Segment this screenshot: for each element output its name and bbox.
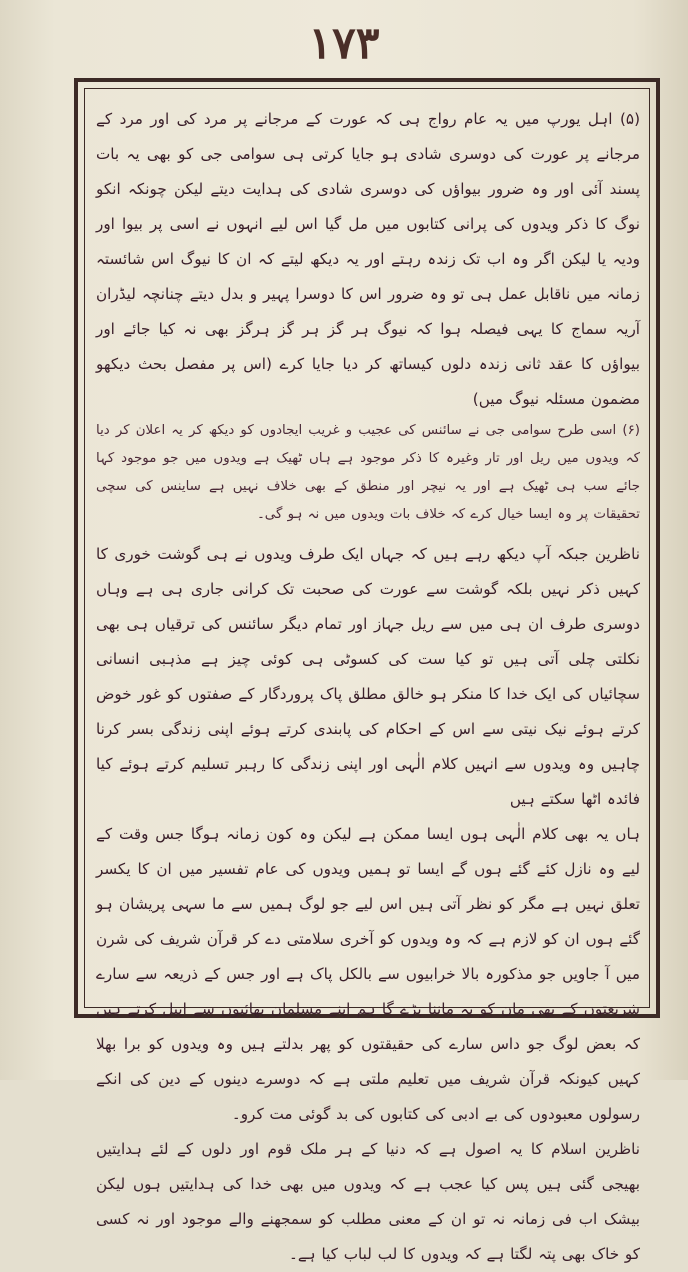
page-number: ۱۷۳: [308, 18, 380, 69]
paragraph-rule-5: (۵) اہل یورپ میں یہ عام رواج ہی کہ عورت کے مرجانے پر مرد کی اور مرد کے مرجانے پر عورت کی دوسری شادی ہو جایا کرتی ہی سوامی جی کو بھی یہ بات پسند آئی اور وہ ضرور بیواؤں کی دوسری شادی کی ہدایت دیتے لیکن چونکہ انکو نوگ کا ذکر ویدوں کی پرانی کتابوں میں مل گیا اس لیے انہوں نے اسی پر بیوا اور ودیہ یا لیکن اگر وہ اب تک زندہ رہتے اور یہ دیکھ لیتے کہ ان کا نیوگ اس شائستہ زمانہ میں ناقابل عمل ہی تو وہ ضرور اس کا دوسرا پہیر و بدل دیتے چنانچہ لیڈران آریہ سماج کا یہی فیصلہ ہوا کہ نیوگ ہر گز ہر گز ہرگز بھی نہ کیا جائے اور بیواؤں کا عقد ثانی زندہ دلوں کیساتھ کر دیا جایا کرے (اس پر مفصل بحث دیکھو مضمون مسئلہ نیوگ میں): [96, 110, 640, 408]
body-text: [96, 102, 640, 1263]
paragraph-readers-note: ناظرین جبکہ آپ دیکھ رہے ہیں کہ جہاں ایک طرف ویدوں نے ہی گوشت خوری کا کہیں ذکر نہیں بلکہ گوشت سے عورت کی صحبت تک کرانی جاری ہی ہے وہاں دوسری طرف ان ہی میں سے ریل جہاز اور تمام دیگر سائنس کی ترقیاں ہی بھی نکلتی چلی آتی ہیں تو کیا ست کی کسوٹی ہی کوئی چیز ہے مذہبی انسانی سچائیاں کی ایک خدا کا منکر ہو خالق مطلق پاک پروردگار کے صفتوں کو غور خوض کرتے ہوئے نیک نیتی سے اس کے احکام کی پابندی کرتے ہوئے اپنی زندگی بسر کرنا چاہیں وہ ویدوں سے انہیں کلام الٰہی اور اپنی زندگی کا رہبر تسلیم کرتے ہوئے کیا فائدہ اٹھا سکتے ہیں: [96, 545, 640, 808]
paragraph-conclusion: ناظرین اسلام کا یہ اصول ہے کہ دنیا کے ہر ملک قوم اور دلوں کے لئے ہدایتیں بھیجی گئی ہیں پس کیا عجب ہے کہ ویدوں میں بھی خدا کی ہدایتیں ہوں لیکن بیشک اب فی زمانہ نہ تو ان کے معنی مطلب کو سمجھنے والے موجود اور نہ کسی کو خاک بھی پتہ لگتا ہے کہ ویدوں کا لب لباب کیا ہے۔: [96, 1140, 640, 1263]
paragraph-gap: [96, 529, 640, 537]
paragraph-rule-6: (۶) اسی طرح سوامی جی نے سائنس کی عجیب و غریب ایجادوں کو دیکھ کر یہ اعلان کر دیا کہ ویدوں میں ریل اور تار وغیرہ کا ذکر موجود ہے ہاں ٹھیک ہے ویدوں میں جو موجود کہا جائے سب ہی ٹھیک ہے اور یہ نیچر اور منطق کے بھی خلاف نہیں ہے ساینس کی سچی تحقیقات پر وہ ایسا خیال کرے کہ خلاف بات ویدوں میں نہ ہو گی۔: [96, 423, 640, 522]
paragraph-appeal: ہاں یہ بھی کلام الٰہی ہوں ایسا ممکن ہے لیکن وہ کون زمانہ ہوگا جس وقت کے لیے وہ نازل کئے گئے ہوں گے ایسا تو ہمیں ویدوں کی عام تفسیر میں ان کا یکسر تعلق نہیں ہے مگر کو نظر آتی ہیں اس لیے جو لوگ ہمیں سے ما سہی پریشان ہو گئے ہوں ان کو لازم ہے کہ وہ ویدوں کو آخری سلامتی دے کر قرآن شریف کی شرن میں آ جاویں جو مذکورہ بالا خرابیوں سے بالکل پاک ہے اور جس کے ذریعہ سے سارے شریعتوں کے بھی مان کو یہ ماننا پڑے گا ہم اپنے مسلمان بھائیوں سے اپیل کرتے ہیں کہ بعض لوگ جو داس سارے کی حقیقتوں کو پھر بدلتے ہیں وہ ویدوں کو برا بھلا کہیں کیونکہ قرآن شریف میں تعلیم ملتی ہے کہ دوسرے دینوں کے دین کی انکے رسولوں معبودوں کی بے ادبی کی کتابوں کی بد گوئی مت کرو۔: [96, 825, 640, 1123]
